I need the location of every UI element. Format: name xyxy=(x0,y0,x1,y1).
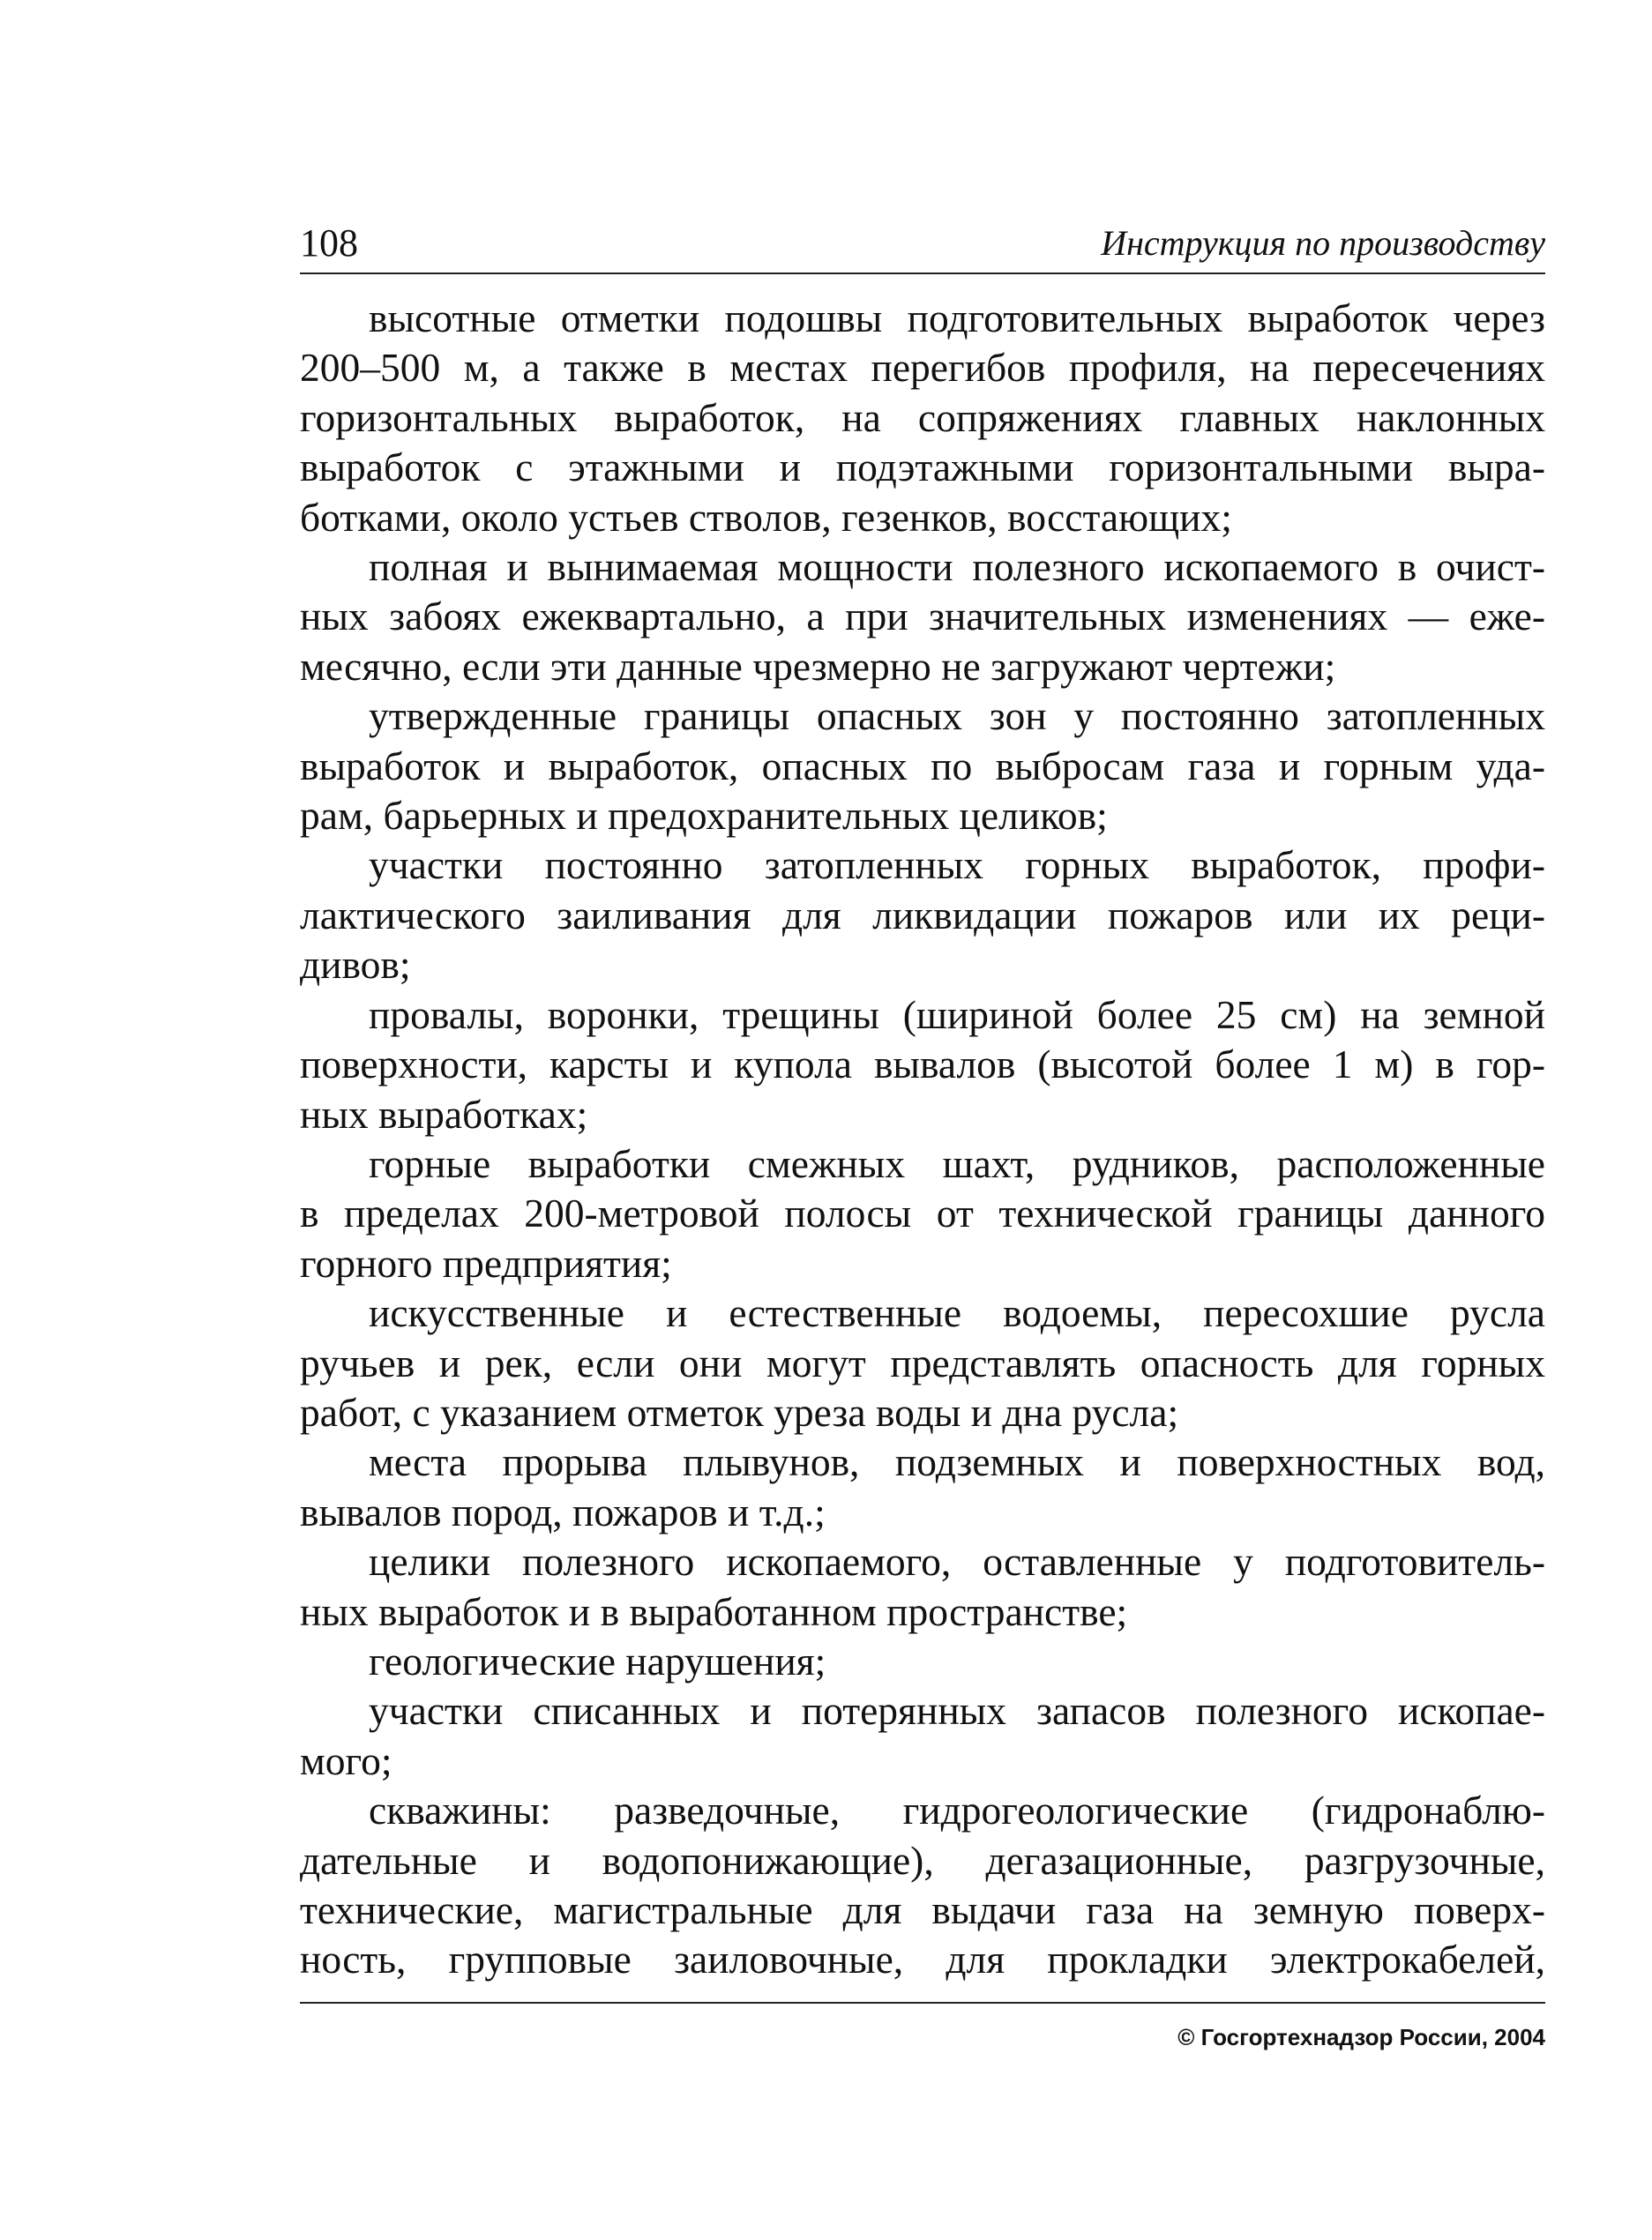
page-header xyxy=(300,219,1545,272)
paragraph xyxy=(300,840,1545,989)
text-line: ручьев и рек, если они могут представлять опасность для горных xyxy=(300,1340,1545,1385)
text-line: горные выработки смежных шахт, рудников, расположенные xyxy=(369,1140,1545,1186)
text-line: провалы, воронки, трещины (шириной более 25 см) на земной xyxy=(369,991,1545,1037)
text-line: технические, магистральные для выдачи газа на земную поверх- xyxy=(300,1887,1545,1932)
text-line: геологические нарушения; xyxy=(369,1638,826,1684)
text-line: рам, барьерных и предохранительных целиков; xyxy=(300,793,1108,839)
text-line: в пределах 200-метровой полосы от технической границы данного xyxy=(300,1191,1545,1236)
paragraph xyxy=(300,1786,1545,1985)
paragraph xyxy=(300,1686,1545,1786)
text-line: 200–500 м, а также в местах перегибов профиля, на пересечениях xyxy=(300,345,1545,391)
text-line: высотные отметки подошвы подготовительных выработок через xyxy=(369,295,1545,340)
paragraph xyxy=(300,1537,1545,1637)
text-line: мого; xyxy=(300,1737,392,1783)
paragraph xyxy=(300,1437,1545,1537)
copyright-notice: © Госгортехнадзор России, 2004 xyxy=(1177,2024,1545,2050)
paragraph xyxy=(300,691,1545,840)
paragraph xyxy=(300,294,1545,542)
text-line: ных выработках; xyxy=(300,1091,588,1137)
text-line: искусственные и естественные водоемы, пересохшие русла xyxy=(369,1290,1545,1336)
running-title: Инструкция по производству xyxy=(1101,223,1545,263)
footer-divider xyxy=(300,2002,1545,2004)
text-line: места прорыва плывунов, подземных и поверхностных вод, xyxy=(369,1439,1545,1485)
paragraph xyxy=(300,990,1545,1139)
text-line: участки постоянно затопленных горных выработок, профи- xyxy=(369,842,1545,888)
text-line: ных забоях ежеквартально, а при значительных изменениях — еже- xyxy=(300,594,1545,639)
paragraph xyxy=(300,1637,1545,1686)
text-line: лактического заиливания для ликвидации пожаров или их реци- xyxy=(300,892,1545,937)
text-line: горизонтальных выработок, на сопряжениях главных наклонных xyxy=(300,394,1545,440)
text-line: выработок и выработок, опасных по выбросам газа и горным уда- xyxy=(300,743,1545,788)
paragraph xyxy=(300,542,1545,691)
text-line: выработок с этажными и подэтажными горизонтальными выра- xyxy=(300,444,1545,490)
text-line: участки списанных и потерянных запасов полезного ископае- xyxy=(369,1688,1545,1734)
paragraph xyxy=(300,1288,1545,1437)
paragraph xyxy=(300,1139,1545,1288)
page-number: 108 xyxy=(300,221,358,265)
text-line: дивов; xyxy=(300,942,411,988)
text-line: горного предприятия; xyxy=(300,1240,672,1286)
header-divider xyxy=(300,273,1545,274)
text-line: ность, групповые заиловочные, для прокладки электрокабелей, xyxy=(300,1937,1545,1982)
text-line: поверхности, карсты и купола вывалов (высотой более 1 м) в гор- xyxy=(300,1042,1545,1087)
body-text xyxy=(300,294,1545,1985)
text-line: скважины: разведочные, гидрогеологические (гидронаблю- xyxy=(369,1788,1545,1833)
text-line: работ, с указанием отметок уреза воды и дна русла; xyxy=(300,1389,1179,1435)
text-line: полная и вынимаемая мощности полезного ископаемого в очист- xyxy=(369,544,1545,590)
text-line: ных выработок и в выработанном пространстве; xyxy=(300,1588,1128,1634)
text-line: вывалов пород, пожаров и т.д.; xyxy=(300,1489,826,1534)
text-line: целики полезного ископаемого, оставленные у подготовитель- xyxy=(369,1539,1545,1585)
text-line: утвержденные границы опасных зон у постоянно затопленных xyxy=(369,693,1545,739)
text-line: дательные и водопонижающие), дегазационные, разгрузочные, xyxy=(300,1837,1545,1883)
text-line: ботками, около устьев стволов, гезенков, восстающих; xyxy=(300,494,1232,540)
text-line: месячно, если эти данные чрезмерно не загружают чертежи; xyxy=(300,643,1336,689)
